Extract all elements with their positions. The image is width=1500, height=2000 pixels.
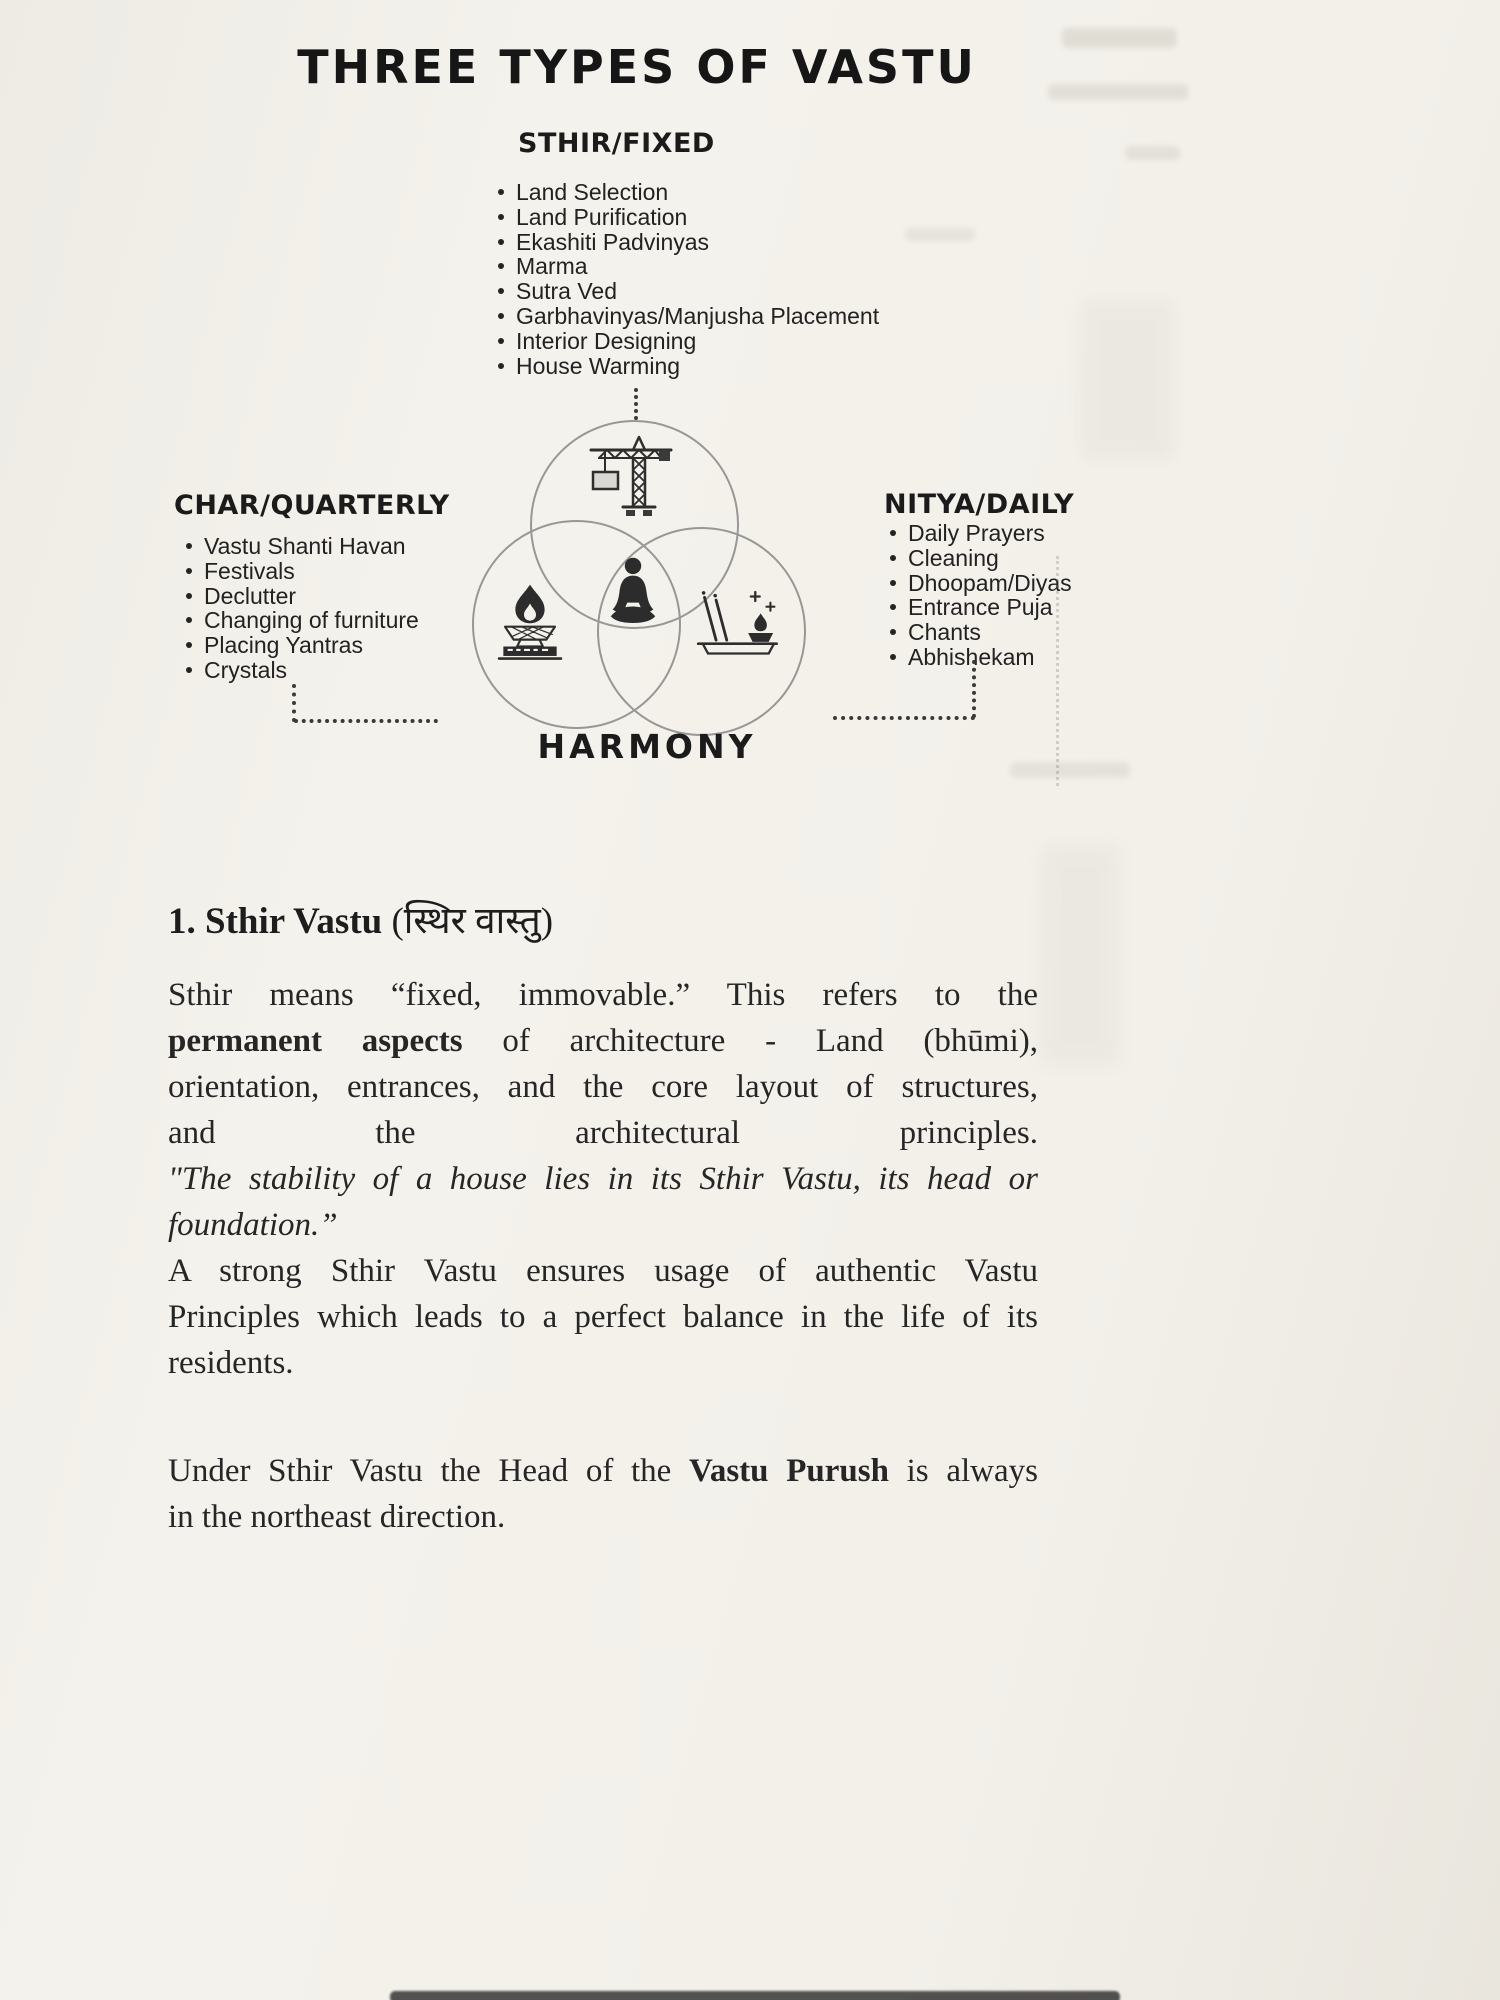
connector-top-dotted-line [634, 388, 638, 420]
list-item: Entrance Puja [884, 595, 1072, 620]
body-line: residents. [168, 1345, 294, 1381]
meditating-person-icon [604, 556, 662, 630]
body-line: and the architectural principles. [168, 1115, 1038, 1151]
scan-artifact [1040, 845, 1120, 1065]
connector-left-dotted-line [292, 684, 296, 722]
bold-text: Vastu Purush [689, 1453, 889, 1489]
bold-text: permanent aspects [168, 1023, 463, 1059]
page-title: THREE TYPES OF VASTU [297, 40, 977, 94]
body-line: Principles which leads to a perfect balance in the life of its [168, 1299, 1038, 1335]
list-item: Marma [492, 254, 879, 279]
list-item: Vastu Shanti Havan [180, 534, 419, 559]
havan-fire-icon [487, 578, 573, 672]
scan-artifact [905, 228, 975, 241]
nitya-daily-heading: NITYA/DAILY [884, 489, 1075, 520]
body-line [168, 1018, 1038, 1064]
list-item: Crystals [180, 658, 419, 683]
list-item: Ekashiti Padvinyas [492, 230, 879, 255]
connector-right-dotted-line [833, 716, 975, 720]
nitya-daily-list [884, 521, 1072, 670]
body-line: orientation, entrances, and the core layout of structures, [168, 1069, 1038, 1105]
body-text: Under Sthir Vastu the Head of the [168, 1453, 690, 1489]
scan-artifact [1080, 300, 1175, 460]
list-item: Festivals [180, 559, 419, 584]
list-item: Declutter [180, 584, 419, 609]
body-line [168, 1448, 1038, 1494]
connector-left-dotted-line [294, 719, 438, 723]
body-text: is always [888, 1453, 1038, 1489]
sthir-fixed-heading: STHIR/FIXED [518, 128, 715, 159]
sthir-fixed-list [492, 180, 879, 378]
paragraph-sthir-description [168, 972, 1038, 1386]
scan-artifact [1125, 146, 1180, 160]
list-item: Garbhavinyas/Manjusha Placement [492, 304, 879, 329]
list-item: Changing of furniture [180, 608, 419, 633]
list-item: Chants [884, 620, 1072, 645]
list-item: Placing Yantras [180, 633, 419, 658]
quote-line: "The stability of a house lies in its Sthir Vastu, its head or [168, 1161, 1038, 1197]
body-text: of architecture - Land (bhūmi), [462, 1023, 1038, 1059]
body-line: Sthir means “fixed, immovable.” This refers to the [168, 977, 1038, 1013]
list-item: Dhoopam/Diyas [884, 571, 1072, 596]
section-heading-devanagari: (स्थिर वास्तु) [391, 901, 554, 942]
list-item: Interior Designing [492, 329, 879, 354]
paragraph-vastu-purush [168, 1448, 1038, 1540]
char-quarterly-list [180, 534, 419, 683]
body-line: A strong Sthir Vastu ensures usage of authentic Vastu [168, 1253, 1038, 1289]
connector-right-dotted-line [972, 660, 976, 718]
quote-line: foundation.” [168, 1207, 338, 1243]
char-quarterly-heading: CHAR/QUARTERLY [174, 490, 450, 521]
section-heading [168, 893, 1068, 944]
incense-diya-icon [684, 583, 782, 667]
body-line: in the northeast direction. [168, 1499, 506, 1535]
list-item: Cleaning [884, 546, 1072, 571]
list-item: House Warming [492, 354, 879, 379]
list-item: Daily Prayers [884, 521, 1072, 546]
scan-edge-shadow [390, 1991, 1120, 2000]
harmony-label: HARMONY [537, 727, 757, 766]
list-item: Abhishekam [884, 645, 1072, 670]
section-heading-text: 1. Sthir Vastu [168, 901, 392, 942]
list-item: Land Selection [492, 180, 879, 205]
construction-crane-icon [580, 428, 682, 528]
list-item: Sutra Ved [492, 279, 879, 304]
scan-artifact-dotted-bleed [1056, 556, 1059, 786]
list-item: Land Purification [492, 205, 879, 230]
